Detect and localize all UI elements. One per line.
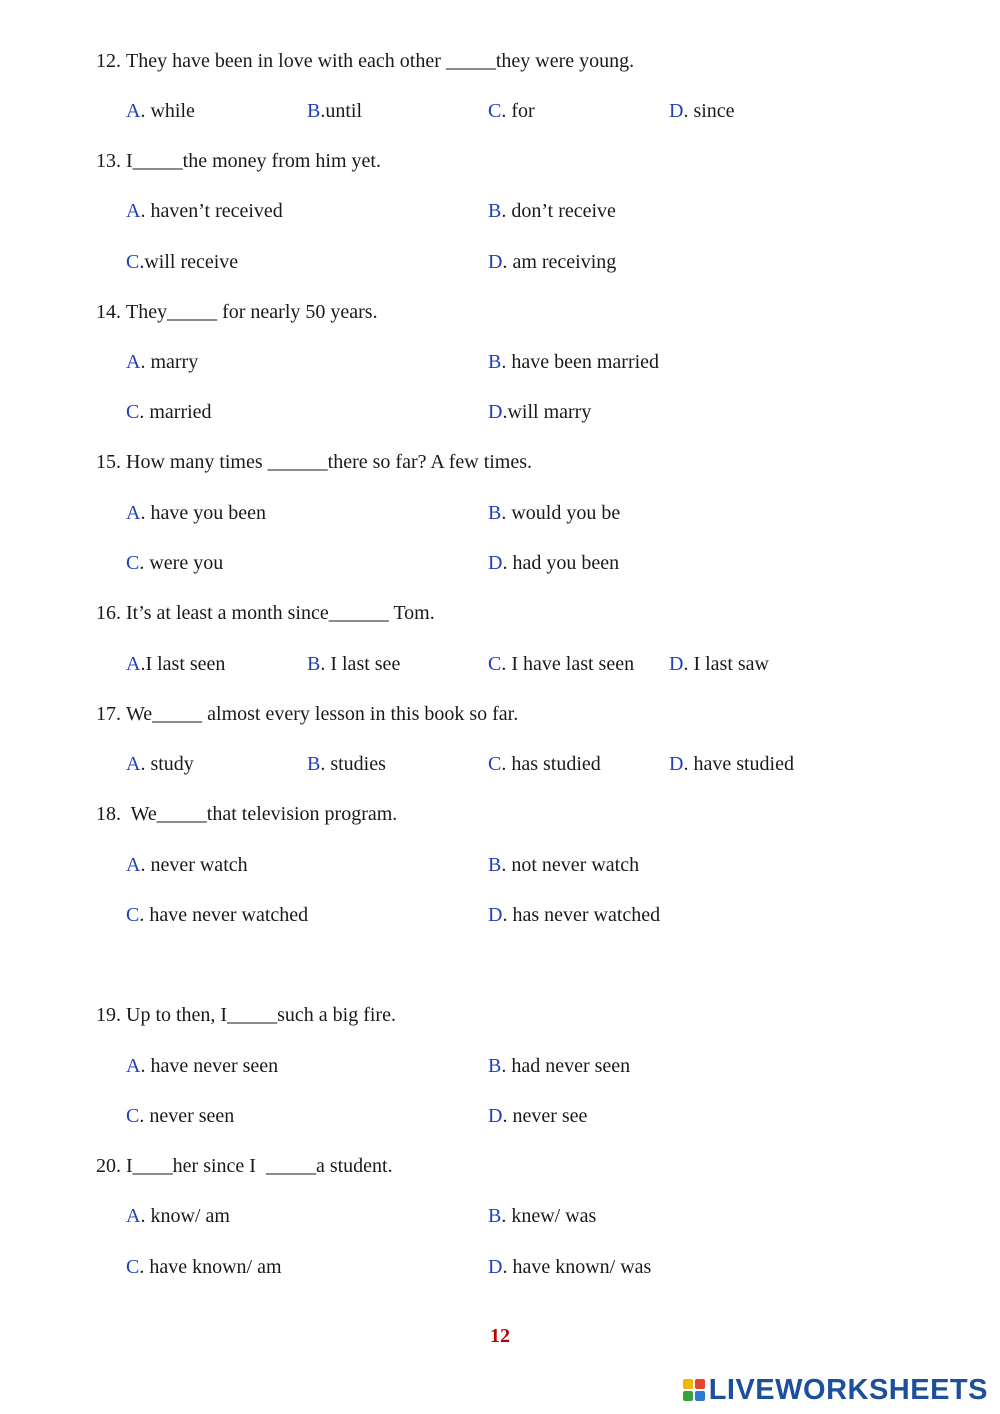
option-17c[interactable]: C. has studied <box>488 753 601 775</box>
option-20c[interactable]: C. have known/ am <box>126 1256 282 1278</box>
option-14d[interactable]: D.will marry <box>488 401 592 423</box>
option-16c[interactable]: C. I have last seen <box>488 653 635 675</box>
option-16d[interactable]: D. I last saw <box>669 653 769 675</box>
option-14c[interactable]: C. married <box>126 401 212 423</box>
option-19d[interactable]: D. never see <box>488 1105 588 1127</box>
question-19: 19. Up to then, I_____such a big fire. <box>96 1004 396 1026</box>
option-12a[interactable]: A. while <box>126 100 195 122</box>
option-20b[interactable]: B. knew/ was <box>488 1205 597 1227</box>
question-14: 14. They_____ for nearly 50 years. <box>96 301 378 323</box>
question-18: 18. We_____that television program. <box>96 803 398 825</box>
option-17b[interactable]: B. studies <box>307 753 386 775</box>
option-13d[interactable]: D. am receiving <box>488 251 617 273</box>
option-15b[interactable]: B. would you be <box>488 502 621 524</box>
option-14b[interactable]: B. have been married <box>488 351 660 373</box>
option-13b[interactable]: B. don’t receive <box>488 200 616 222</box>
option-12c[interactable]: C. for <box>488 100 535 122</box>
option-15a[interactable]: A. have you been <box>126 502 266 524</box>
option-14a[interactable]: A. marry <box>126 351 199 373</box>
option-17a[interactable]: A. study <box>126 753 194 775</box>
question-15: 15. How many times ______there so far? A few times. <box>96 451 533 473</box>
option-12b[interactable]: B.until <box>307 100 363 122</box>
option-15d[interactable]: D. had you been <box>488 552 620 574</box>
option-18c[interactable]: C. have never watched <box>126 904 309 926</box>
option-19c[interactable]: C. never seen <box>126 1105 235 1127</box>
liveworksheets-logo-icon <box>683 1379 705 1401</box>
option-16b[interactable]: B. I last see <box>307 653 401 675</box>
question-16: 16. It’s at least a month since______ Tom. <box>96 602 435 624</box>
option-18d[interactable]: D. has never watched <box>488 904 661 926</box>
liveworksheets-brand[interactable] <box>683 1374 988 1406</box>
page-number: 12 <box>490 1325 510 1347</box>
option-12d[interactable]: D. since <box>669 100 735 122</box>
option-18a[interactable]: A. never watch <box>126 854 248 876</box>
option-19b[interactable]: B. had never seen <box>488 1055 631 1077</box>
question-17: 17. We_____ almost every lesson in this book so far. <box>96 703 519 725</box>
option-16a[interactable]: A.I last seen <box>126 653 226 675</box>
question-20: 20. I____her since I _____a student. <box>96 1155 393 1177</box>
option-20d[interactable]: D. have known/ was <box>488 1256 652 1278</box>
question-13: 13. I_____the money from him yet. <box>96 150 381 172</box>
option-20a[interactable]: A. know/ am <box>126 1205 230 1227</box>
option-19a[interactable]: A. have never seen <box>126 1055 279 1077</box>
option-13c[interactable]: C.will receive <box>126 251 239 273</box>
option-18b[interactable]: B. not never watch <box>488 854 640 876</box>
option-17d[interactable]: D. have studied <box>669 753 794 775</box>
question-12: 12. They have been in love with each other _____they were young. <box>96 50 635 72</box>
option-15c[interactable]: C. were you <box>126 552 224 574</box>
option-13a[interactable]: A. haven’t received <box>126 200 283 222</box>
brand-name: LIVEWORKSHEETS <box>708 1373 988 1406</box>
